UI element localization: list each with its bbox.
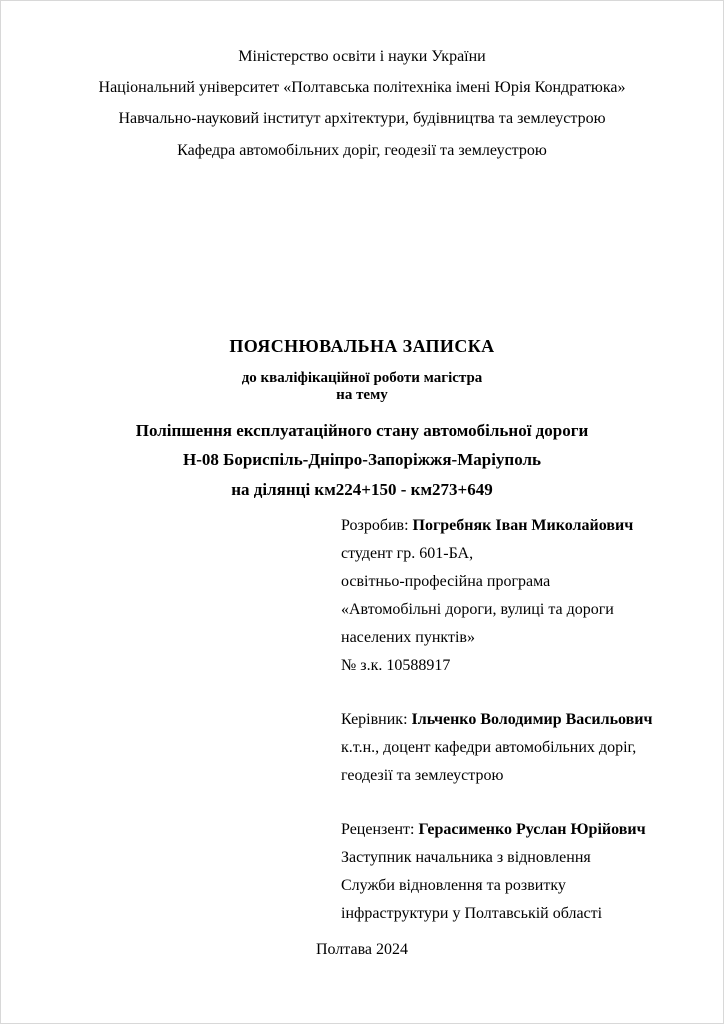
topic-line-3: на ділянці км224+150 - км273+649 bbox=[231, 479, 493, 499]
work-type-line: до кваліфікаційної роботи магістра bbox=[241, 369, 483, 386]
theme-label-line: на тему bbox=[336, 387, 388, 404]
topic-block bbox=[1, 416, 723, 504]
developer-detail-line: «Автомобільні дороги, вулиці та дороги bbox=[341, 600, 614, 618]
title-block bbox=[1, 336, 723, 504]
supervisor-detail-line: к.т.н., доцент кафедри автомобільних доріг, bbox=[341, 738, 637, 756]
supervisor-detail-line: геодезії та землеустрою bbox=[341, 766, 504, 784]
footer-city-year: Полтава 2024 bbox=[315, 941, 409, 958]
developer-detail-line: населених пунктів» bbox=[341, 628, 475, 646]
developer-detail-line: № з.к. 10588917 bbox=[341, 656, 451, 674]
developer-label: Розробив: bbox=[341, 516, 413, 534]
developer-detail-line: студент гр. 601-БА, bbox=[341, 544, 474, 562]
reviewer-detail-line: інфраструктури у Полтавській області bbox=[341, 904, 603, 922]
institution-header bbox=[1, 1, 723, 160]
supervisor-name: Ільченко Володимир Васильович bbox=[411, 710, 653, 728]
reviewer-line bbox=[341, 816, 723, 844]
topic-line-2: Н-08 Бориспіль-Дніпро-Запоріжжя-Маріуполь bbox=[182, 450, 542, 470]
reviewer-block bbox=[341, 816, 723, 928]
credits-section bbox=[341, 512, 723, 928]
developer-line bbox=[341, 512, 723, 540]
reviewer-name: Герасименко Руслан Юрійович bbox=[418, 820, 646, 838]
developer-detail-line: освітньо-професійна програма bbox=[341, 572, 551, 590]
developer-name: Погребняк Іван Миколайович bbox=[412, 516, 634, 534]
ministry-line: Міністерство освіти і науки України bbox=[238, 48, 486, 65]
institute-line: Навчально-науковий інститут архітектури, будівництва та землеустрою bbox=[118, 110, 606, 128]
topic-line-1: Поліпшення експлуатаційного стану автомобільної дороги bbox=[135, 421, 589, 441]
supervisor-label: Керівник: bbox=[341, 710, 412, 728]
reviewer-detail-line: Служби відновлення та розвитку bbox=[341, 876, 566, 894]
supervisor-line bbox=[341, 706, 723, 734]
reviewer-label: Рецензент: bbox=[341, 820, 419, 838]
university-line: Національний університет «Полтавська політехніка імені Юрія Кондратюка» bbox=[98, 79, 626, 97]
reviewer-detail-line: Заступник начальника з відновлення bbox=[341, 848, 591, 866]
developer-block bbox=[341, 512, 723, 680]
department-line: Кафедра автомобільних доріг, геодезії та землеустрою bbox=[177, 141, 547, 159]
supervisor-block bbox=[341, 706, 723, 790]
document-title: ПОЯСНЮВАЛЬНА ЗАПИСКА bbox=[229, 335, 495, 356]
